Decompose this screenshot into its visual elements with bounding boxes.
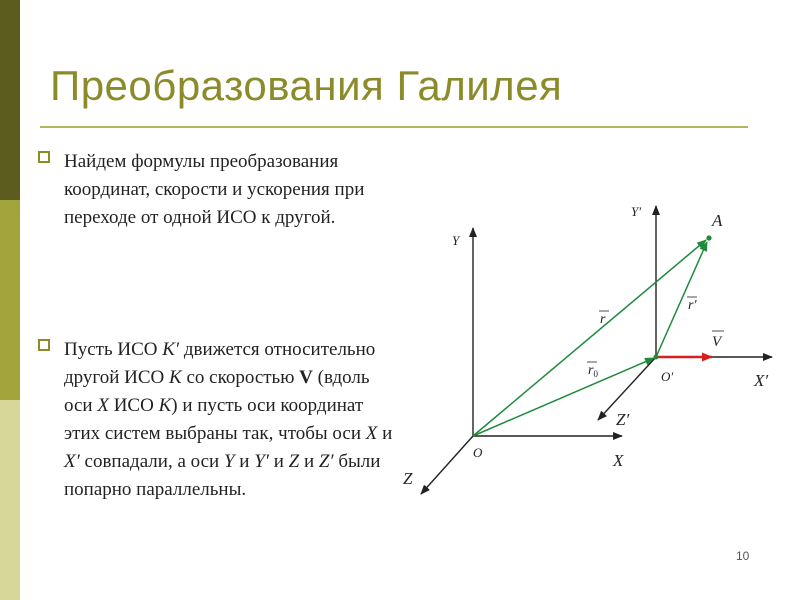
slide-title: Преобразования Галилея (50, 62, 563, 109)
square-bullet-icon (38, 339, 50, 351)
point-a (706, 235, 711, 240)
label-x: X (613, 451, 624, 470)
origin-o-prime-dot (654, 355, 659, 360)
z-axis-k (421, 436, 473, 494)
label-z-prime: Z′ (616, 410, 630, 429)
label-a: A (712, 211, 723, 230)
label-v: V (712, 334, 722, 350)
sidebar-band-light (0, 400, 20, 600)
label-z: Z (403, 469, 413, 488)
galilean-frames-diagram (395, 195, 790, 505)
bullet-text-1: Найдем формулы преобразования координат, скорости и ускорения при переходе от одной ИСО к другой. (64, 151, 365, 228)
title-underline (40, 126, 748, 128)
label-y-prime: Y′ (631, 204, 642, 219)
square-bullet-icon (38, 151, 50, 163)
label-o: O (473, 445, 483, 460)
sidebar-band-mid (0, 200, 20, 400)
page-number: 10 (736, 549, 750, 563)
label-r: r (600, 312, 606, 327)
bullet-item-1 (38, 148, 398, 232)
bullet-item-2 (38, 336, 398, 504)
vector-r (473, 240, 706, 436)
vector-r-prime (656, 242, 707, 357)
label-r0: $r_0$ (588, 363, 598, 379)
slide-sidebar (0, 0, 20, 600)
label-r-prime: r′ (688, 298, 697, 313)
bullet-text-2: Пусть ИСО K′ движется относительно другой ИСО K со скоростью V (вдоль оси X ИСО K) и пусть оси координат этих систем выбраны так, чтобы оси X и X′ совпадали, а оси Y и Y′ и Z и Z′ были попарно параллельны. (64, 339, 393, 500)
label-x-prime: X′ (754, 371, 769, 390)
sidebar-band-dark (0, 0, 20, 200)
label-o-prime: O′ (661, 369, 674, 384)
label-y: Y (452, 233, 460, 248)
